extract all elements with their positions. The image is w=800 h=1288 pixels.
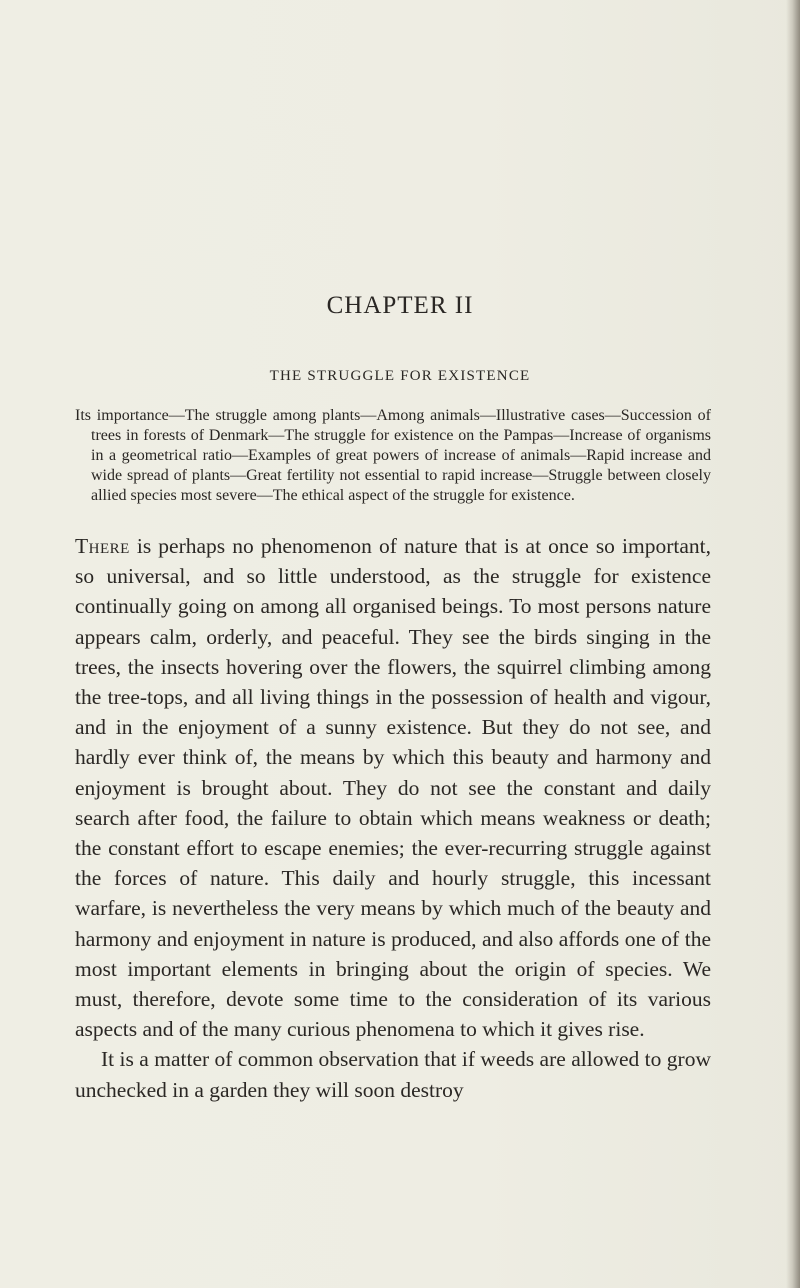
chapter-title: THE STRUGGLE FOR EXISTENCE (269, 368, 531, 384)
chapter-body (75, 531, 711, 1105)
chapter-synopsis: Its importance—The struggle among plants—Among animals—Illustrative cases—Succession of trees in forests of Denmark—The struggle for existence on the Pampas—Increase of organisms in a geometrical ratio—Examples of great powers of increase of animals—Rapid increase and wide spread of plants—Great fertility not essential to rapid increase—Struggle between closely allied species most severe—The ethical aspect of the struggle for existence. (75, 407, 711, 504)
paragraph-1-text: is perhaps no phenomenon of nature that is at once so important, so universal, and so little understood, as the struggle for existence continually going on among all organised beings. To most persons nature appears calm, orderly, and peaceful. They see the birds singing in the trees, the insects hovering over the flowers, the squirrel climbing among the tree-tops, and all living things in the possession of health and vigour, and in the enjoyment of a sunny existence. But they do not see, and hardly ever think of, the means by which this beauty and harmony and enjoyment is brought about. They do not see the constant and daily search after food, the failure to obtain which means weakness or death; the constant effort to escape enemies; the ever-recurring struggle against the forces of nature. This daily and hourly struggle, this incessant warfare, is nevertheless the very means by which much of the beauty and harmony and enjoyment in nature is produced, and also affords one of the most important elements in bringing about the origin of species. We must, therefore, devote some time to the consideration of its various aspects and of the many curious phenomena to which it gives rise. (75, 534, 711, 1042)
paragraph-2: It is a matter of common observation that if weeds are allowed to grow unchecked in a garden they will soon destroy (75, 1047, 711, 1102)
chapter-number: CHAPTER II (326, 292, 474, 319)
paragraph-1 (75, 531, 711, 1044)
opening-word: There (75, 534, 130, 558)
page-edge-shadow (786, 0, 800, 1288)
